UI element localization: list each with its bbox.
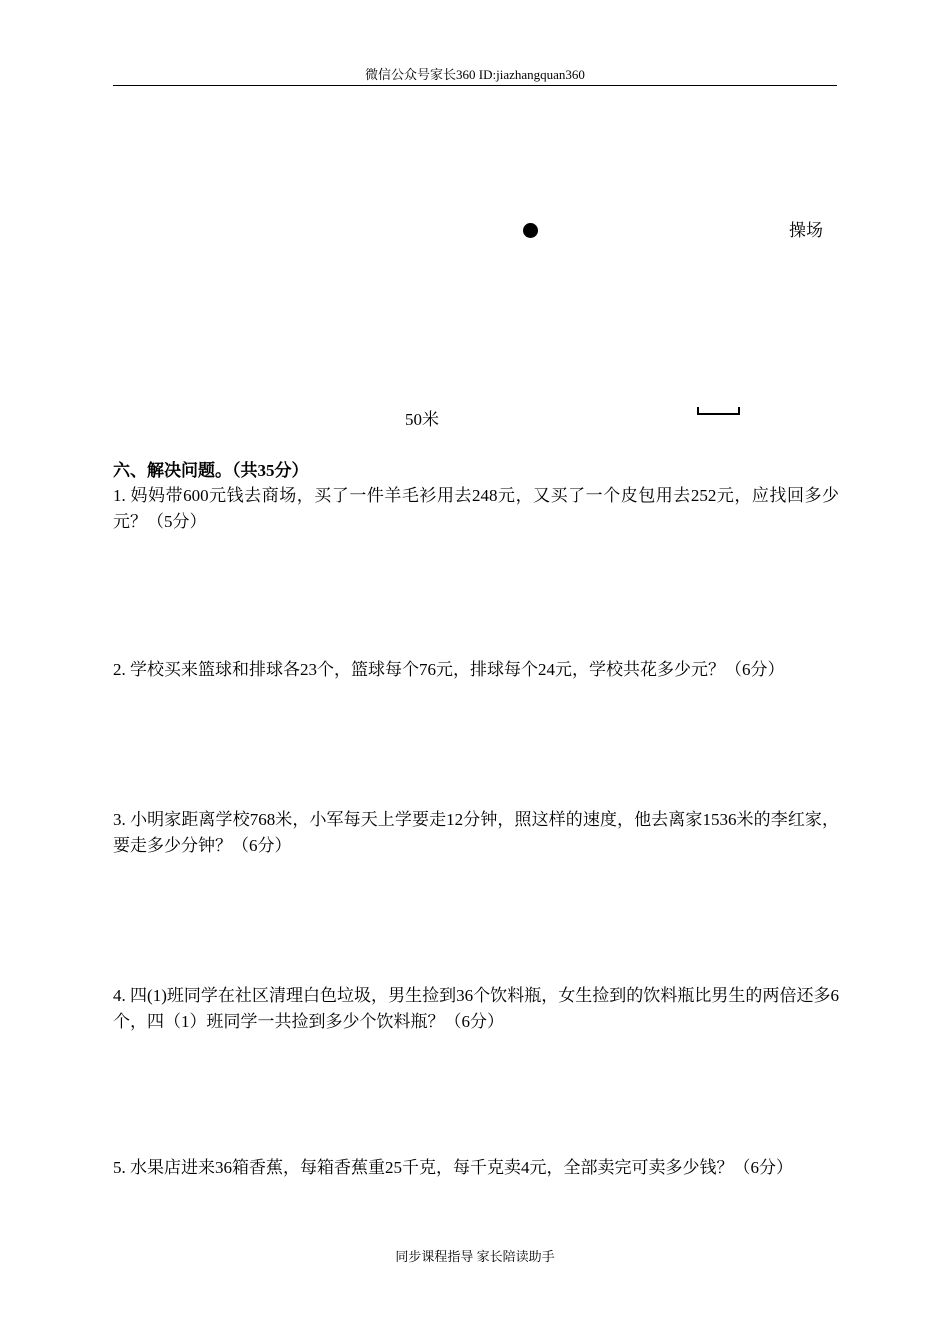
question-1: 1. 妈妈带600元钱去商场，买了一件羊毛衫用去248元，又买了一个皮包用去252元，应找回多少元？（5分） bbox=[113, 486, 839, 531]
header-divider bbox=[113, 85, 837, 86]
question-2: 2. 学校买来篮球和排球各23个，篮球每个76元，排球每个24元，学校共花多少元？（6分） bbox=[113, 660, 785, 679]
page-header: 微信公众号家长360 ID:jiazhangquan360 bbox=[365, 67, 585, 82]
section-title: 六、解决问题。（共35分） bbox=[113, 461, 309, 480]
page-footer: 同步课程指导 家长陪读助手 bbox=[395, 1249, 555, 1264]
question-5: 5. 水果店进来36箱香蕉，每箱香蕉重25千克，每千克卖4元，全部卖完可卖多少钱？（6分） bbox=[113, 1158, 793, 1177]
location-dot bbox=[523, 223, 538, 238]
map-scale-label: 50米 bbox=[405, 410, 439, 429]
question-4: 4. 四(1)班同学在社区清理白色垃圾，男生捡到36个饮料瓶，女生捡到的饮料瓶比男生的两倍还多6个，四（1）班同学一共捡到多少个饮料瓶？（6分） bbox=[113, 986, 839, 1031]
question-3: 3. 小明家距离学校768米，小军每天上学要走12分钟，照这样的速度，他去离家1536米的李红家，要走多少分钟？（6分） bbox=[113, 810, 839, 855]
map-scale-bar bbox=[697, 407, 740, 415]
map-place-label: 操场 bbox=[789, 221, 823, 240]
